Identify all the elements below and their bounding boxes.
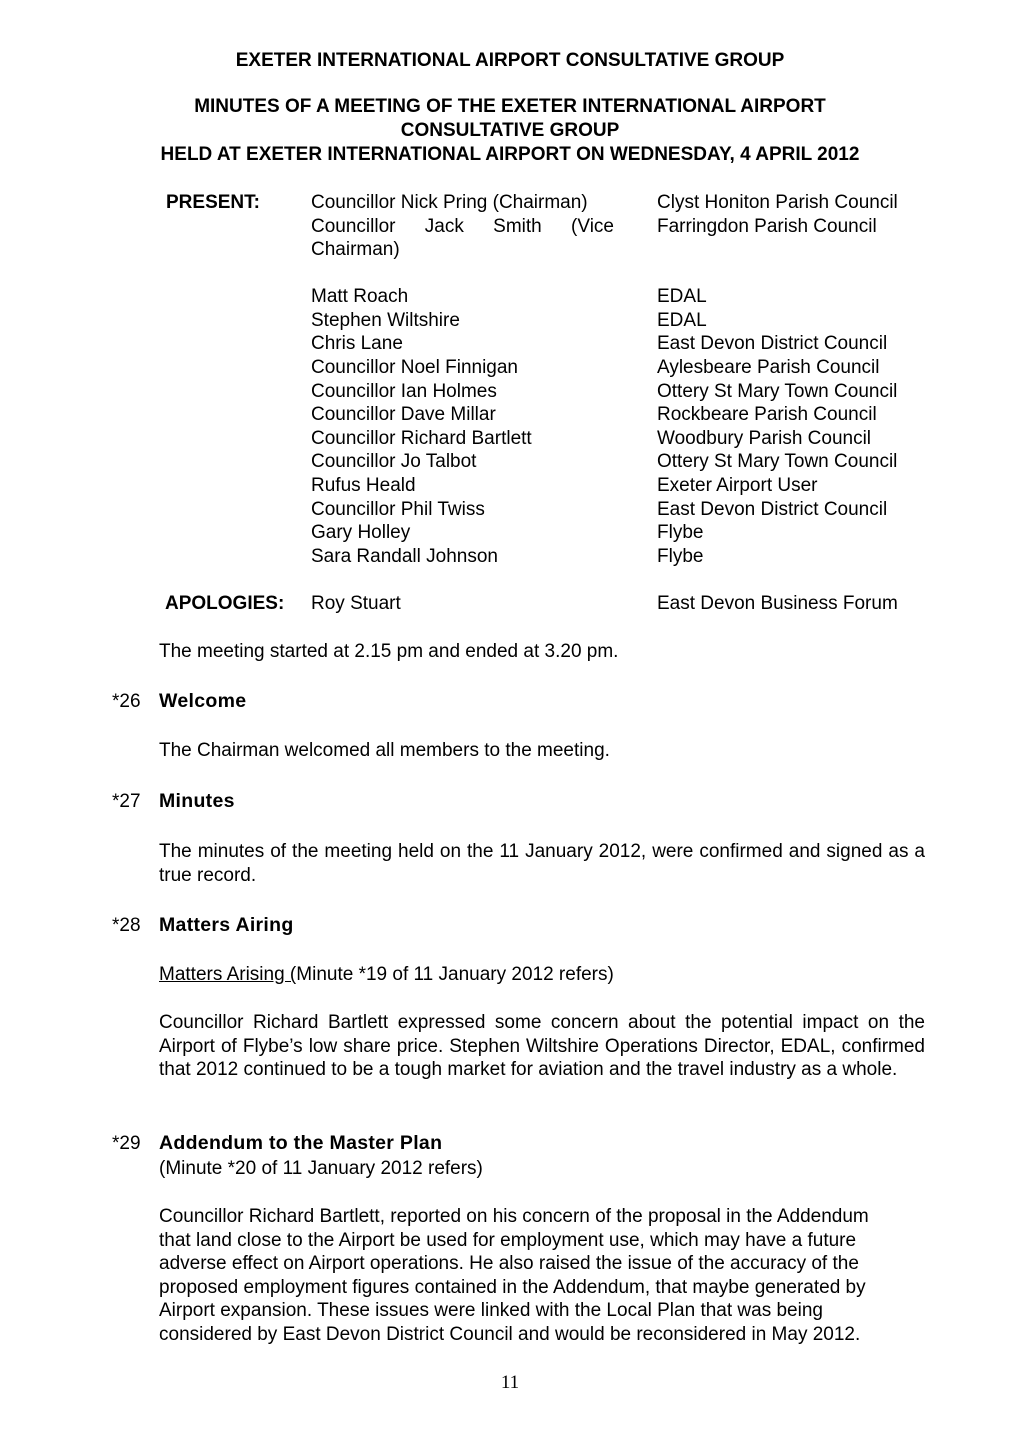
item-subheading <box>159 963 614 987</box>
attendee-organisation: Woodbury Parish Council <box>657 428 872 449</box>
attendee-organisation: EDAL <box>657 286 707 307</box>
item-number: *29 <box>112 1133 141 1154</box>
page-number: 11 <box>500 1372 520 1393</box>
attendee-name: Gary Holley <box>311 522 411 543</box>
attendee-name: Councillor Nick Pring (Chairman) <box>311 192 588 213</box>
item-text: Councillor Richard Bartlett expressed some concern about the potential impact on the Airport of Flybe’s low share price. Stephen Wiltshire Operations Director, EDAL, confirmed that 2012 continued to be a tough market for aviation and the travel industry as a whole. <box>159 1012 925 1081</box>
attendee-organisation: Rockbeare Parish Council <box>657 404 877 425</box>
attendee-organisation: Ottery St Mary Town Council <box>657 381 898 402</box>
attendee-name: Councillor Dave Millar <box>311 404 496 425</box>
attendee-organisation: Exeter Airport User <box>657 475 818 496</box>
subtitle-line-3: HELD AT EXETER INTERNATIONAL AIRPORT ON WEDNESDAY, 4 APRIL 2012 <box>160 144 860 165</box>
apology-org: East Devon Business Forum <box>657 593 898 614</box>
attendee-name: Councillor Jack Smith (Vice Chairman) <box>311 215 614 261</box>
attendee-organisation: Farringdon Parish Council <box>657 215 877 237</box>
present-label: PRESENT: <box>166 192 260 213</box>
item-text: The Chairman welcomed all members to the meeting. <box>159 740 610 761</box>
attendee-name: Chris Lane <box>311 333 403 354</box>
item-heading: Matters Airing <box>159 914 294 936</box>
attendee-organisation: Ottery St Mary Town Council <box>657 451 898 472</box>
matters-arising-underlined: Matters Arising ( <box>159 964 297 985</box>
attendee-name: Councillor Noel Finnigan <box>311 357 518 378</box>
item-heading: Welcome <box>159 690 247 712</box>
attendee-name: Councillor Phil Twiss <box>311 499 485 520</box>
item-number: *28 <box>112 915 141 936</box>
item-heading: Minutes <box>159 790 235 812</box>
attendee-organisation: East Devon District Council <box>657 499 888 520</box>
matters-arising-ref: Minute *19 of 11 January 2012 refers) <box>296 964 614 985</box>
attendee-name: Matt Roach <box>311 286 409 307</box>
item-heading: Addendum to the Master Plan <box>159 1132 443 1154</box>
subtitle-line-2: CONSULTATIVE GROUP <box>400 120 620 141</box>
attendee-organisation: Flybe <box>657 522 704 543</box>
attendee-name: Councillor Ian Holmes <box>311 381 497 402</box>
subtitle-line-1: MINUTES OF A MEETING OF THE EXETER INTERNATIONAL AIRPORT <box>194 96 826 117</box>
attendee-name: Councillor Richard Bartlett <box>311 428 532 449</box>
item-text: The minutes of the meeting held on the 11 January 2012, were confirmed and signed as a true record. <box>159 841 925 886</box>
attendee-name: Stephen Wiltshire <box>311 310 460 331</box>
attendee-organisation: Aylesbeare Parish Council <box>657 357 880 378</box>
attendee-name: Rufus Heald <box>311 475 416 496</box>
attendee-name: Sara Randall Johnson <box>311 546 498 567</box>
item-number: *27 <box>112 791 141 812</box>
item-subheading: (Minute *20 of 11 January 2012 refers) <box>159 1158 483 1179</box>
apology-name: Roy Stuart <box>311 593 401 614</box>
apologies-label: APOLOGIES: <box>165 593 285 614</box>
attendee-organisation: Clyst Honiton Parish Council <box>657 192 898 213</box>
attendee-organisation: Flybe <box>657 546 704 567</box>
attendee-organisation: EDAL <box>657 310 707 331</box>
meeting-times: The meeting started at 2.15 pm and ended at 3.20 pm. <box>159 641 619 662</box>
attendee-name: Councillor Jo Talbot <box>311 451 477 472</box>
document-title: EXETER INTERNATIONAL AIRPORT CONSULTATIVE GROUP <box>235 50 785 71</box>
attendee-organisation: East Devon District Council <box>657 333 888 354</box>
item-number: *26 <box>112 691 141 712</box>
item-text: Councillor Richard Bartlett, reported on his concern of the proposal in the Addendum that land close to the Airport be used for employment use, which may have a future adverse effect on Airport operations. He also raised the issue of the accuracy of the proposed employment figures contained in the Addendum, that maybe generated by Airport expansion. These issues were linked with the Local Plan that was being considered by East Devon District Council and would be reconsidered in May 2012. <box>159 1206 869 1345</box>
